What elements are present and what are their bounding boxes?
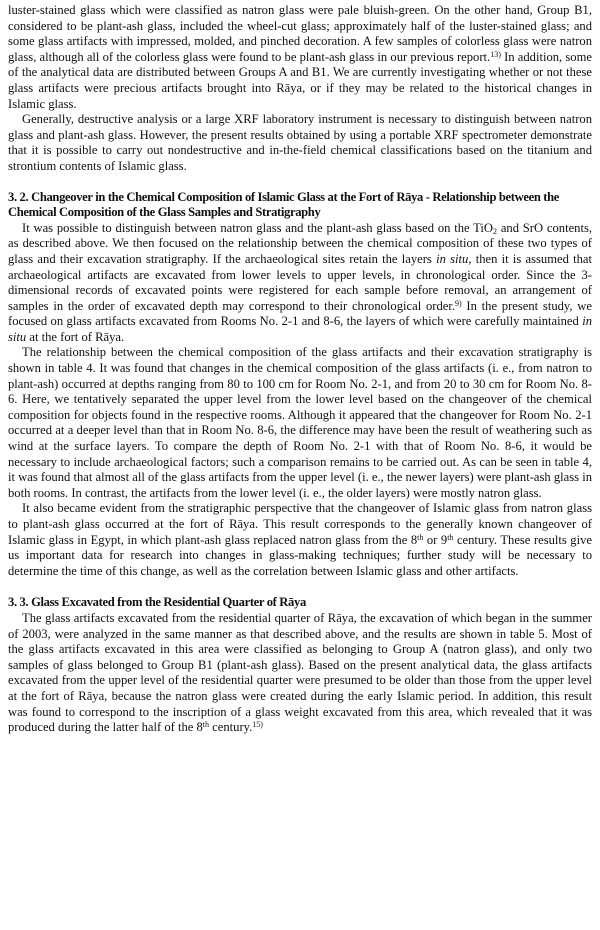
section-heading-3-2: 3. 2. Changeover in the Chemical Composition of Islamic Glass at the Fort of Rāya - Relationship between the Chemical Composition of the Glass Samples and Stratigraphy — [8, 189, 560, 220]
paragraph-residential-quarter: The glass artifacts excavated from the residential quarter of Rāya, the excavation of which began in the summer of 2003, were analyzed in the same manner as that described above, and the results are shown in table 5. Most of the glass artifacts excavated in this area were classified as belonging to Group A (natron glass), and only two samples of glass belonged to Group B1 (plant-ash glass). Based on the present analytical data, the glass artifacts excavated from the upper level of the residential quarter were presumed to be older than those from the upper level at the fort of Rāya, because the natron glass were created during the early Islamic period. In addition, this result was found to correspond to the inscription of a glass weight excavated from this area, which revealed that it was produced during the latter half of the 8th century.$^{15)}$ — [8, 610, 592, 735]
paragraph-changeover-conclusion: It also became evident from the stratigraphic perspective that the changeover of Islamic glass from natron glass to plant-ash glass occurred at the fort of Rāya. This result corresponds to the generally known changeover of Islamic glass in Egypt, in which plant-ash glass replaced natron glass from the 8th or 9th century. These results give us important data for research into changes in glass-making techniques; further study will be necessary to determine the time of this change, as well as the correlation between Islamic glass and other artifacts. — [8, 501, 592, 578]
paragraph-groups-summary: luster-stained glass which were classified as natron glass were pale bluish-green. On the other hand, Group B1, considered to be plant-ash glass, included the wheel-cut glass; approximately half of the luster-stained glass; and some glass artifacts with impressed, molded, and pinched decoration. A few samples of colorless glass were natron glass, although all of the colorless glass were found to be plant-ash glass in our previous report.$^{13)}$ In addition, some of the analytical data are distributed between Groups A and B1. We are currently investigating whether or not these glass artifacts were precious artifacts brought into Rāya, or if they may be related to the historical changes in Islamic glass. — [8, 3, 592, 111]
section-heading-3-3: 3. 3. Glass Excavated from the Residential Quarter of Rāya — [8, 595, 306, 610]
paragraph-table4-results: The relationship between the chemical composition of the glass artifacts and their excavation stratigraphy is shown in table 4. It was found that changes in the chemical composition of the glass artifacts (i. e., from natron to plant-ash) occurred at depths ranging from 80 to 100 cm for Room No. 2-1, and from 20 to 30 cm for Room No. 8-6. Here, we tentatively separated the upper level from the lower level based on the changeover of the chemical composition for objects found in the respective rooms. Although it appeared that the changeover for Room No. 2-1 occurred at a deeper level than that in Room No. 8-6, the difference may have been the result of weathering such as wind at the surface layers. To compare the depth of Room No. 2-1 with that of Room No. 8-6, it would be necessary to include archaeological factors; such a comparison remains to be carried out. As can be seen in table 4, it was found that almost all of the glass artifacts from the upper level (i. e., the newer layers) were plant-ash glass in both rooms. In contrast, the artifacts from the lower level (i. e., the older layers) were mostly natron glass. — [8, 345, 592, 500]
paragraph-stratigraphy-intro: It was possible to distinguish between natron glass and the plant-ash glass based on the TiO$_2$ and SrO contents, as described above. We then focused on the relationship between the chemical composition of these two types of glass and their excavation stratigraphy. If the archaeological sites retain the layers in situ, then it is assumed that archaeological artifacts are excavated from lower levels to upper levels, in chronological order. Since the 3-dimensional records of excavated points were registered for each sample before removal, an arrangement of samples in the order of excavated depth may correspond to their chronological order.$^{9)}$ In the present study, we focused on glass artifacts excavated from Rooms No. 2-1 and 8-6, the layers of which were carefully maintained in situ at the fort of Rāya. — [8, 220, 592, 344]
footnote-ref: 13) — [490, 49, 501, 59]
footnote-ref: 15) — [252, 720, 263, 730]
footnote-ref: 9) — [454, 298, 462, 308]
paragraph-xrf-method: Generally, destructive analysis or a large XRF laboratory instrument is necessary to distinguish between natron glass and plant-ash glass. However, the present results obtained by using a portable XRF spectrometer demonstrate that it is possible to carry out nondestructive and in-the-field chemical classifications based on the titanium and strontium contents of Islamic glass. — [8, 112, 592, 173]
